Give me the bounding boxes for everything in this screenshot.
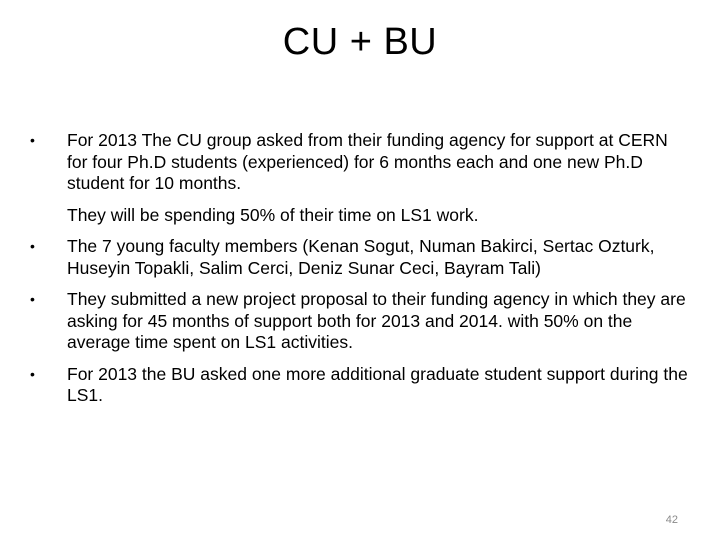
- bullet-dot: •: [30, 132, 35, 148]
- bullet-dot: •: [30, 365, 35, 382]
- bullet-item-2: [30, 236, 690, 279]
- page-number: 42: [665, 514, 678, 526]
- bullet-subtext-1: They will be spending 50% of their time on LS1 work.: [67, 204, 479, 225]
- bullet-item-4: [30, 364, 690, 407]
- bullet-text-1: For 2013 The CU group asked from their funding agency for support at CERN for four Ph.D students (experienced) for 6 months each and one new Ph.D student for 10 months.: [67, 130, 668, 193]
- bullet-dot: •: [30, 291, 35, 307]
- bullet-text-4: For 2013 the BU asked one more additional graduate student support during the LS1.: [67, 363, 688, 405]
- bullet-text-2: The 7 young faculty members (Kenan Sogut, Numan Bakirci, Sertac Ozturk, Huseyin Topakli, Salim Cerci, Deniz Sunar Ceci, Bayram Tali): [67, 236, 655, 278]
- slide-title: CU + BU: [282, 21, 438, 63]
- bullet-item-1: [30, 130, 690, 226]
- bullet-item-3: [30, 289, 690, 354]
- bullet-list: [30, 130, 690, 417]
- bullet-dot: •: [30, 238, 35, 254]
- bullet-text-3: They submitted a new project proposal to their funding agency in which they are asking for 45 months of support both for 2013 and 2014. with 50% on the average time spent on LS1 activities.: [67, 289, 686, 352]
